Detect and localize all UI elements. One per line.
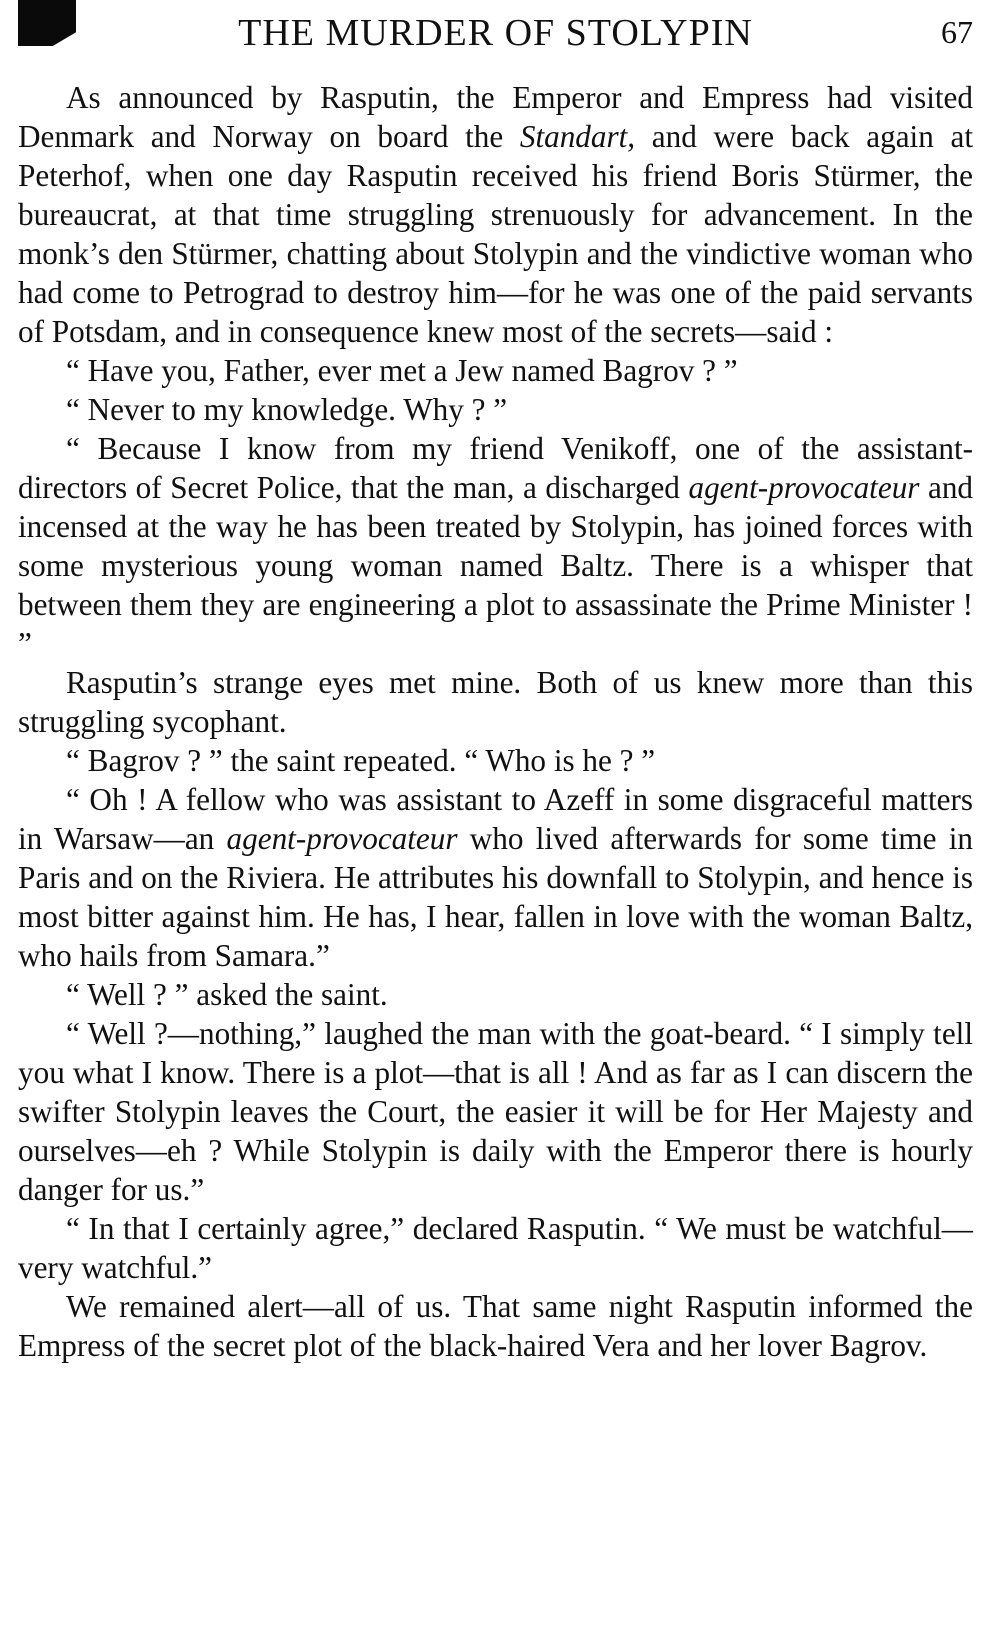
body-text xyxy=(18,78,973,1365)
page-number: 67 xyxy=(941,14,973,50)
paragraph xyxy=(18,1014,973,1209)
paragraph xyxy=(18,741,973,780)
italic-text: Standart, xyxy=(519,119,636,154)
page-header xyxy=(18,0,973,66)
paragraph-text: Rasputin’s strange eyes met mine. Both of us knew more than this struggling sycophant. xyxy=(18,665,973,739)
paragraph-text: “ Have you, Father, ever met a Jew named Bagrov ? ” xyxy=(66,353,738,388)
paragraph-text: who lived afterwards for some time in Paris and on the Riviera. He attributes his downfall to Stolypin, and hence is most bitter against him. He has, I hear, fallen in love with the woman Baltz, who hails from Samara.” xyxy=(18,821,973,973)
paragraph xyxy=(18,975,973,1014)
paragraph-text: “ Never to my knowledge. Why ? ” xyxy=(66,392,508,427)
paragraph-text: and incensed at the way he has been treated by Stolypin, has joined forces with some mysterious young woman named Baltz. There is a whisper that between them they are engineering a plot to assassinate the Prime Minister ! ” xyxy=(18,470,974,661)
paragraph xyxy=(18,780,973,975)
paragraph-text: “ Bagrov ? ” the saint repeated. “ Who is he ? ” xyxy=(66,743,656,778)
paragraph-text: “ In that I certainly agree,” declared Rasputin. “ We must be watchful—very watchful.” xyxy=(18,1211,973,1285)
paragraph-text: and were back again at Peterhof, when one day Rasputin received his friend Boris Stürmer, the bureaucrat, at that time struggling strenuously for advancement. In the monk’s den Stürmer, chatting about Stolypin and the vindictive woman who had come to Petrograd to destroy him—for he was one of the paid servants of Potsdam, and in consequence knew most of the secrets—said : xyxy=(18,119,973,349)
paragraph xyxy=(18,663,973,741)
paragraph-text: “ Well ? ” asked the saint. xyxy=(66,977,388,1012)
paragraph xyxy=(18,390,973,429)
italic-text: agent-provocateur xyxy=(226,821,458,856)
book-page xyxy=(18,0,973,1634)
paragraph xyxy=(18,429,973,663)
paragraph xyxy=(18,351,973,390)
paragraph-text: “ Oh ! A fellow who was assistant to Azeff in some disgraceful matters in Warsaw—an xyxy=(18,782,973,856)
paragraph-text: As announced by Rasputin, the Emperor and Empress had visited Denmark and Norway on board the xyxy=(18,80,973,154)
paragraph-text: “ Because I know from my friend Venikoff, one of the assistant-directors of Secret Police, that the man, a discharged xyxy=(18,431,973,505)
running-title: THE MURDER OF STOLYPIN xyxy=(238,12,753,54)
paragraph xyxy=(18,1287,973,1365)
paragraph xyxy=(18,78,973,351)
paragraph-text: “ Well ?—nothing,” laughed the man with the goat-beard. “ I simply tell you what I know. There is a plot—that is all ! And as far as I can discern the swifter Stolypin leaves the Court, the easier it will be for Her Majesty and ourselves—eh ? While Stolypin is daily with the Emperor there is hourly danger for us.” xyxy=(18,1016,973,1207)
paragraph xyxy=(18,1209,973,1287)
italic-text: agent-provocateur xyxy=(688,470,920,505)
paragraph-text: We remained alert—all of us. That same night Rasputin informed the Empress of the secret plot of the black-haired Vera and her lover Bagrov. xyxy=(18,1289,973,1363)
